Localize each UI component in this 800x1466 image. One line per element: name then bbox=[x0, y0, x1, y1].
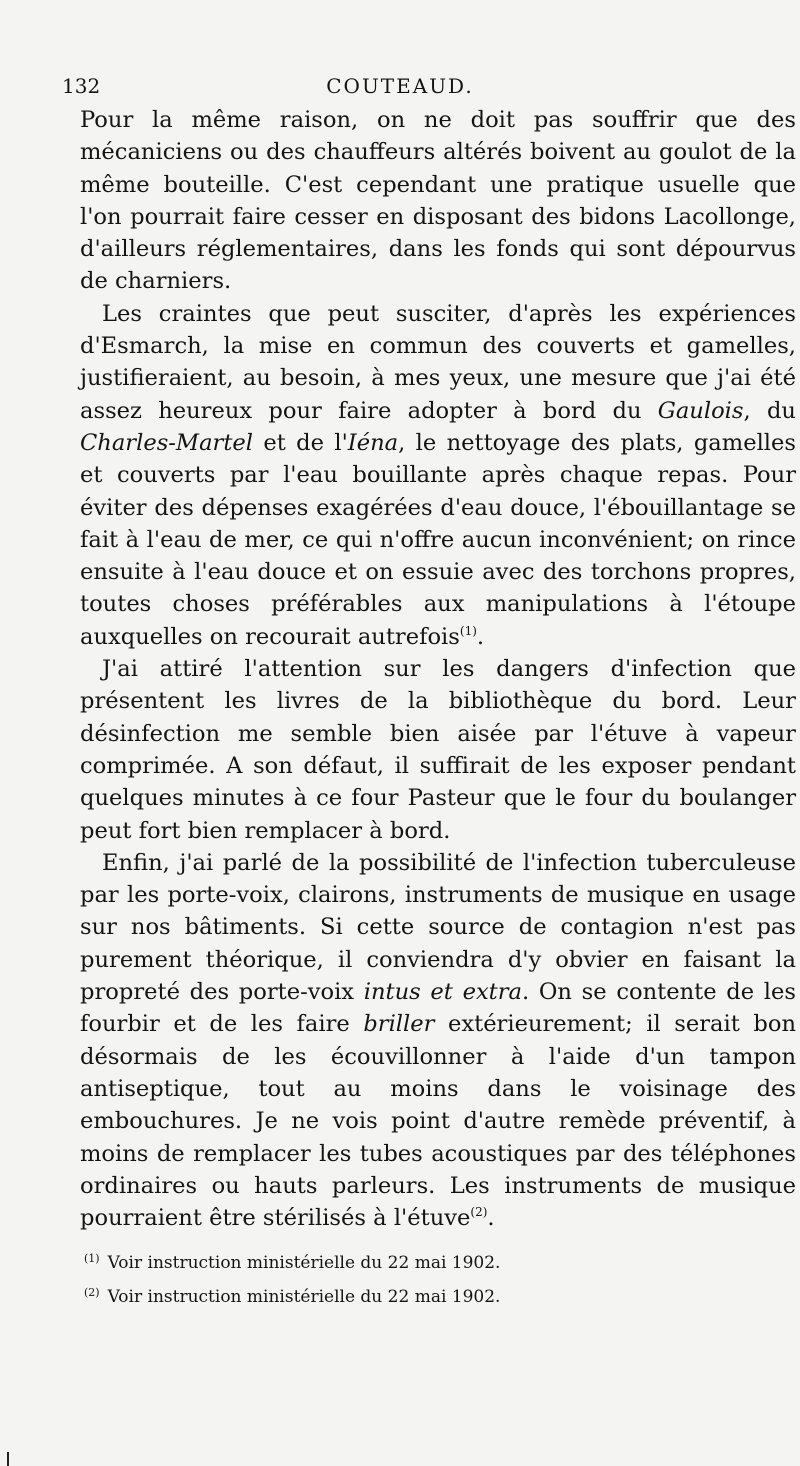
footnote bbox=[84, 1244, 764, 1278]
text-run: , du bbox=[743, 397, 796, 424]
italic-text: briller bbox=[363, 1011, 435, 1038]
text-run: Enfin, j'ai parlé de la possibilité de l'infection tuberculeuse par les porte-voix, clairons, instruments de musique en usage sur nos bâtiments. Si cette source de contagion n'est pas purement théorique, il conviendra d'y obvier en faisant la propreté des porte-voix bbox=[80, 849, 796, 1006]
footnote-mark: (2) bbox=[84, 1286, 100, 1299]
footnote-text: Voir instruction ministérielle du 22 mai 1902. bbox=[107, 1287, 501, 1307]
footnote-text: Voir instruction ministérielle du 22 mai 1902. bbox=[107, 1253, 501, 1273]
paragraph bbox=[80, 847, 796, 1235]
footnote-reference: (1) bbox=[459, 623, 477, 638]
italic-text: Gaulois bbox=[657, 397, 744, 424]
text-run: J'ai attiré l'attention sur les dangers d'infection que présentent les livres de la bibliothèque du bord. Leur désinfection me semble bien aisée par l'étuve à vapeur comprimée. A son défaut, il suffirait de les exposer pendant quelques minutes à ce four Pasteur que le four du boulanger peut fort bien remplacer à bord. bbox=[80, 656, 796, 844]
footnote bbox=[84, 1278, 764, 1312]
page-header bbox=[62, 74, 738, 104]
text-run: , le nettoyage des plats, gamelles et couverts par l'eau bouillante après chaque repas. Pour éviter des dépenses exagérées d'eau douce, l'ébouillantage se fait à l'eau de mer, ce qui n'offre aucun inconvénient; on rince ensuite à l'eau douce et on essuie avec des torchons propres, toutes choses préférables aux manipulations à l'étoupe auxquelles on recourait autrefois bbox=[80, 429, 796, 650]
italic-text: Iéna bbox=[347, 429, 399, 456]
paragraph bbox=[80, 104, 796, 298]
italic-text: Charles-Martel bbox=[80, 429, 254, 456]
italic-text: intus et extra bbox=[363, 979, 523, 1006]
text-run: . On se contente de les fourbir et de les faire bbox=[80, 979, 796, 1038]
print-speck bbox=[7, 1452, 9, 1466]
text-run: . bbox=[476, 623, 485, 650]
footnote-reference: (2) bbox=[470, 1205, 488, 1220]
paragraph bbox=[80, 298, 796, 653]
running-title: COUTEAUD. bbox=[326, 74, 474, 98]
text-run: extérieurement; il serait bon désormais de les écouvillonner à l'aide d'un tampon antiseptique, tout au moins dans le voisinage des embouchures. Je ne vois point d'autre remède préventif, à moins de remplacer les tubes acoustiques par des téléphones ordinaires ou hauts parleurs. Les instruments de musique pourraient être stérilisés à l'étuve bbox=[80, 1011, 797, 1232]
page-number: 132 bbox=[62, 74, 101, 98]
text-run: . bbox=[487, 1205, 495, 1232]
paragraph bbox=[80, 653, 796, 847]
body-text bbox=[80, 104, 796, 1234]
footnote-mark: (1) bbox=[84, 1252, 100, 1265]
footnotes bbox=[84, 1244, 764, 1312]
text-run: Les craintes que peut susciter, d'après les expériences d'Esmarch, la mise en commun des couverts et gamelles, justifieraient, au besoin, à mes yeux, une mesure que j'ai été assez heureux pour faire adopter à bord du bbox=[80, 300, 796, 424]
text-run: Pour la même raison, on ne doit pas souffrir que des mécaniciens ou des chauffeurs altérés boivent au goulot de la même bouteille. C'est cependant une pratique usuelle que l'on pourrait faire cesser en disposant des bidons Lacollonge, d'ailleurs réglementaires, dans les fonds qui sont dépourvus de charniers. bbox=[80, 107, 796, 295]
text-run: et de l' bbox=[253, 429, 348, 456]
